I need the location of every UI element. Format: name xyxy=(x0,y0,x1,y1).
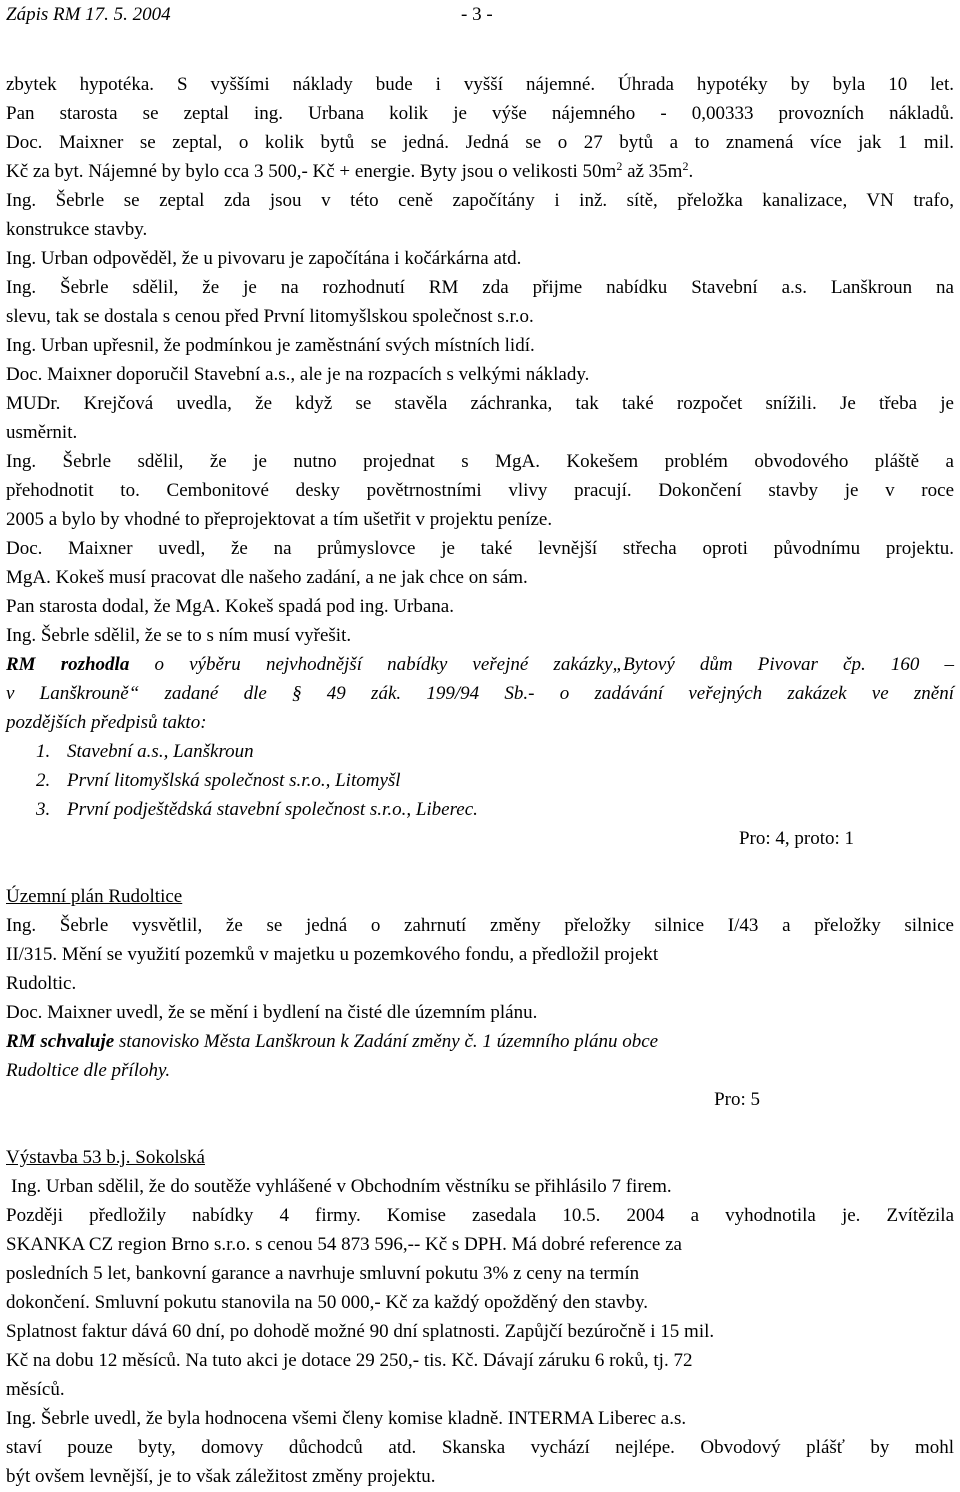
text-line: posledních 5 let, bankovní garance a navrhuje smluvní pokutu 3% z ceny na termín xyxy=(6,1263,640,1284)
text-span: o výběru nejvhodnější nabídky veřejné zakázky„Bytový dům Pivovar čp. 160 – xyxy=(129,654,954,675)
text-line: slevu, tak se dostala s cenou před První litomyšlskou společnost s.r.o. xyxy=(6,306,534,327)
text-line: být ovšem levnější, je to však záležitost změny projektu. xyxy=(6,1466,436,1487)
text-line: Ing. Šebrle sdělil, že je nutno projednat s MgA. Kokešem problém obvodového pláště a xyxy=(6,451,954,472)
section-heading: Územní plán Rudoltice xyxy=(6,886,183,907)
resolution-line xyxy=(6,1027,954,1056)
text-line: MUDr. Krejčová uvedla, že když se stavěla záchranka, tak také rozpočet snížili. Je třeba je xyxy=(6,393,954,414)
resolution-line: pozdějších předpisů takto: xyxy=(6,712,207,733)
text-span: Kč za byt. Nájemné by bylo cca 3 500,- Kč + energie. Byty jsou o velikosti 50m xyxy=(6,161,617,182)
text-line: Rudoltic. xyxy=(6,973,77,994)
list-number: 2. xyxy=(36,770,51,791)
list-item xyxy=(6,766,954,795)
resolution-verb: RM schvaluje xyxy=(6,1031,115,1052)
page-number: - 3 - xyxy=(461,4,493,25)
text-line: Ing. Šebrle sdělil, že je na rozhodnutí RM zda přijme nabídku Stavební a.s. Lanškroun na xyxy=(6,277,954,298)
spacer xyxy=(6,1114,954,1143)
text-line: Ing. Urban odpověděl, že u pivovaru je započítána i kočárkárna atd. xyxy=(6,248,522,269)
text-line: II/315. Mění se využití pozemků v majetku u pozemkového fondu, a předložil projekt xyxy=(6,944,659,965)
text-line: dokončení. Smluvní pokutu stanovila na 50 000,- Kč za každý opožděný den stavby. xyxy=(6,1292,648,1313)
list-item xyxy=(6,737,954,766)
text-line: konstrukce stavby. xyxy=(6,219,148,240)
text-line: Ing. Urban upřesnil, že podmínkou je zaměstnání svých místních lidí. xyxy=(6,335,535,356)
text-line: staví pouze byty, domovy důchodců atd. Skanska vychází nejlépe. Obvodový plášť by mohl xyxy=(6,1437,954,1458)
text-line: MgA. Kokeš musí pracovat dle našeho zadání, a ne jak chce on sám. xyxy=(6,567,528,588)
text-line: Ing. Urban sdělil, že do soutěže vyhlášené v Obchodním věstníku se přihlásilo 7 firem. xyxy=(11,1176,672,1197)
text-line: Ing. Šebrle sdělil, že se to s ním musí vyřešit. xyxy=(6,625,352,646)
list-number: 3. xyxy=(36,799,51,820)
list-item xyxy=(6,795,954,824)
text-line: Doc. Maixner doporučil Stavební a.s., ale je na rozpacích s velkými náklady. xyxy=(6,364,590,385)
document-body xyxy=(6,70,954,1491)
text-line: přehodnotit to. Cembonitové desky povětrnostními vlivy pracují. Dokončení stavby je v roce xyxy=(6,480,954,501)
text-span: . xyxy=(688,161,694,182)
text-span: až 35m xyxy=(622,161,683,182)
text-line: SKANKA CZ region Brno s.r.o. s cenou 54 873 596,-- Kč s DPH. Má dobré reference za xyxy=(6,1234,682,1255)
section-heading: Výstavba 53 b.j. Sokolská xyxy=(6,1147,205,1168)
text-line: Pan starosta se zeptal ing. Urbana kolik je výše nájemného - 0,00333 provozních nákladů. xyxy=(6,103,954,124)
text-line: Pan starosta dodal, že MgA. Kokeš spadá pod ing. Urbana. xyxy=(6,596,454,617)
list-text: První litomyšlská společnost s.r.o., Litomyšl xyxy=(67,770,401,791)
text-line: Ing. Šebrle se zeptal zda jsou v této ceně započítány i inž. sítě, přeložka kanalizace, VN trafo, xyxy=(6,190,954,211)
text-span: stanovisko Města Lanškroun k Zadání změny č. 1 územního plánu obce xyxy=(114,1031,659,1052)
superscript: 2 xyxy=(616,159,623,173)
resolution-line: Rudoltice dle přílohy. xyxy=(6,1060,171,1081)
resolution-verb: RM rozhodla xyxy=(6,654,130,675)
page-header xyxy=(6,4,954,30)
text-line: zbytek hypotéka. S vyššími náklady bude i vyšší nájemné. Úhrada hypotéky by byla 10 let. xyxy=(6,74,954,95)
text-line: Ing. Šebrle vysvětlil, že se jedná o zahrnutí změny přeložky silnice I/43 a přeložky silnice xyxy=(6,915,954,936)
vote-result: Pro: 4, proto: 1 xyxy=(738,828,854,849)
resolution-line: v Lanškrouně“ zadané dle § 49 zák. 199/94 Sb.- o zadávání veřejných zakázek ve znění xyxy=(6,683,954,704)
text-line: 2005 a bylo by vhodné to přeprojektovat a tím ušetřit v projektu peníze. xyxy=(6,509,553,530)
text-line: Doc. Maixner uvedl, že na průmyslovce je také levnější střecha oproti původnímu projektu. xyxy=(6,538,954,559)
list-text: Stavební a.s., Lanškroun xyxy=(67,741,254,762)
text-line: Později předložily nabídky 4 firmy. Komise zasedala 10.5. 2004 a vyhodnotila je. Zvítězila xyxy=(6,1205,954,1226)
text-line: Ing. Šebrle uvedl, že byla hodnocena všemi členy komise kladně. INTERMA Liberec a.s. xyxy=(6,1408,687,1429)
text-line: Kč na dobu 12 měsíců. Na tuto akci je dotace 29 250,- tis. Kč. Dávají záruku 6 roků, tj. 72 xyxy=(6,1350,693,1371)
text-line: Splatnost faktur dává 60 dní, po dohodě možné 90 dní splatnosti. Zapůjčí bezúročně i 15 mil. xyxy=(6,1321,715,1342)
list-text: První podještědská stavební společnost s.r.o., Liberec. xyxy=(67,799,478,820)
vote-result: Pro: 5 xyxy=(714,1089,760,1110)
text-line xyxy=(6,157,954,186)
text-line: Doc. Maixner uvedl, že se mění i bydlení na čisté dle územním plánu. xyxy=(6,1002,538,1023)
text-line: Doc. Maixner se zeptal, o kolik bytů se jedná. Jedná se o 27 bytů a to znamená více jak 1 mil. xyxy=(6,132,954,153)
list-number: 1. xyxy=(36,741,51,762)
text-line: měsíců. xyxy=(6,1379,65,1400)
header-title: Zápis RM 17. 5. 2004 xyxy=(6,4,171,25)
text-line: usměrnit. xyxy=(6,422,78,443)
superscript: 2 xyxy=(682,159,689,173)
spacer xyxy=(6,853,954,882)
resolution-line xyxy=(6,650,954,679)
